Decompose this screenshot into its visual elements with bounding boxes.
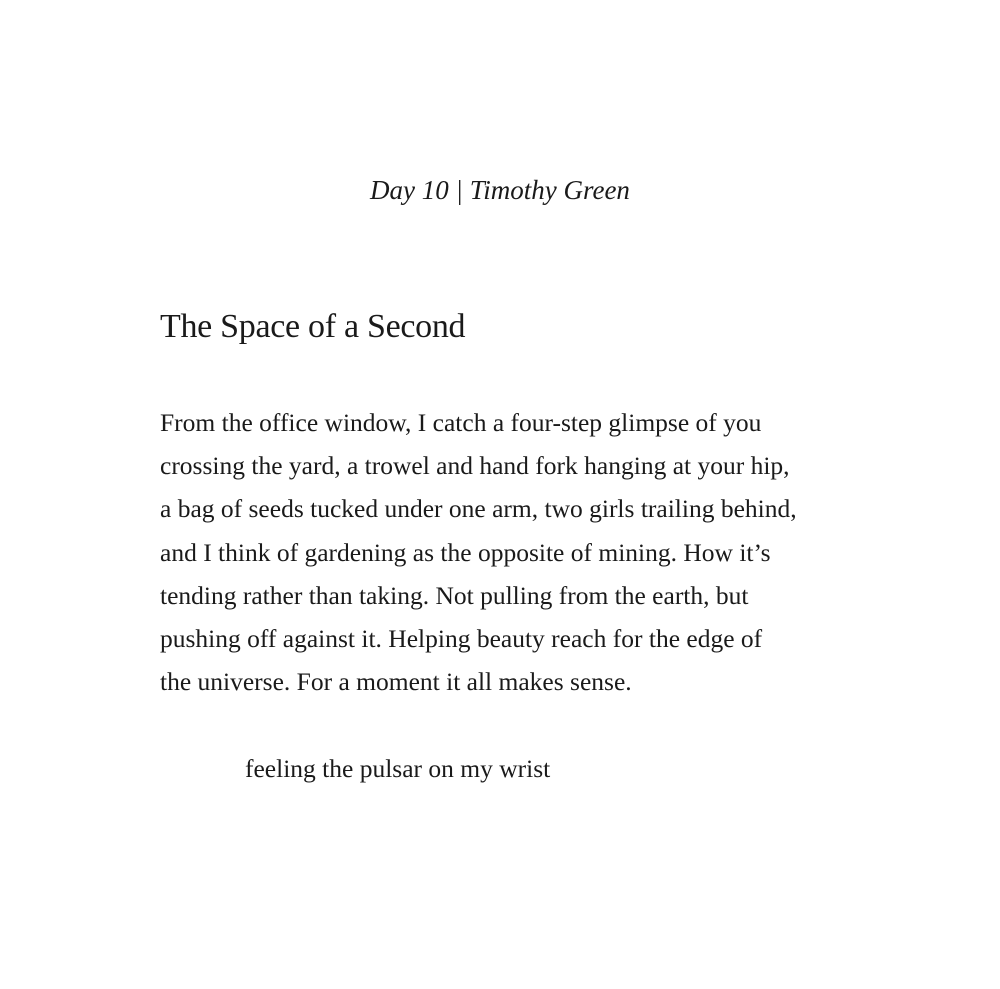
day-author-header: Day 10 | Timothy Green [370,175,630,205]
haiku-line: feeling the pulsar on my wrist [245,754,551,783]
poem-line: crossing the yard, a trowel and hand fork hanging at your hip, [160,451,790,481]
poem-line: pushing off against it. Helping beauty reach for the edge of [160,624,763,654]
poem-line: From the office window, I catch a four-step glimpse of you [160,408,762,437]
poem-line: the universe. For a moment it all makes sense. [160,667,632,697]
poem-body [160,401,860,703]
poem-line: tending rather than taking. Not pulling from the earth, but [160,580,749,610]
poem-title: The Space of a Second [160,308,466,345]
poem-line: a bag of seeds tucked under one arm, two girls trailing behind, [160,494,797,524]
poem-line: and I think of gardening as the opposite of mining. How it’s [160,537,771,567]
